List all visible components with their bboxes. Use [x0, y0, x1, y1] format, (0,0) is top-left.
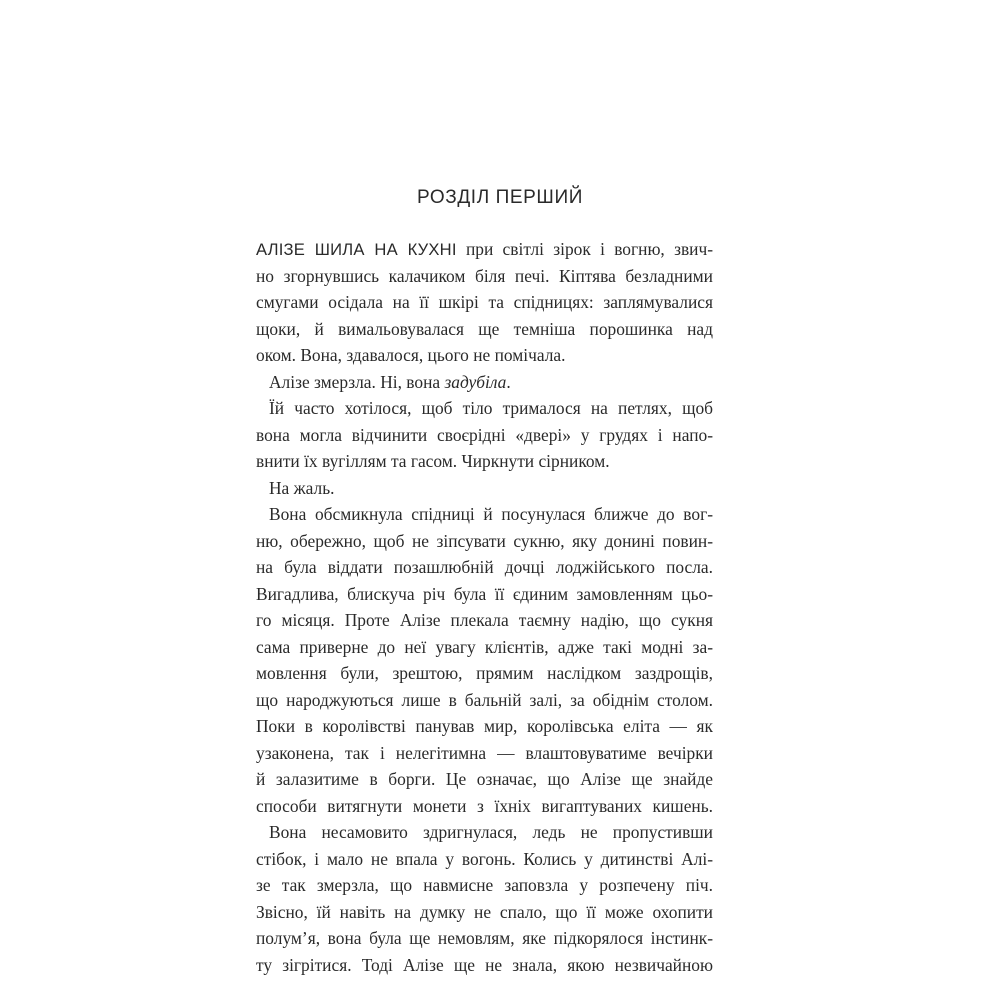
text-line-28: ту зігрітися. Тоді Алізе ще не знала, якою незвичайною: [256, 954, 713, 975]
text-line-25: зе так змерзла, що навмисне заповзла у розпечену піч.: [256, 875, 713, 895]
chapter-title: РОЗДІЛ ПЕРШИЙ: [417, 187, 583, 208]
text-line-20: узаконена, так і нелегітимна — влаштовуватиме вечірки: [256, 742, 713, 763]
text-line-15: го місяця. Проте Алізе плекала таємну надію, що сукня: [256, 610, 713, 630]
text-line-3: смугами осідала на її шкірі та спідницях: заплямувалися: [256, 292, 713, 312]
text-line-16: сама приверне до неї увагу клієнтів, адже такі модні за-: [256, 636, 713, 657]
text-line-12: ню, обережно, щоб не зіпсувати сукню, яку донині повин-: [256, 530, 713, 551]
body-text: [256, 236, 713, 978]
text-line-14: Вигадлива, блискуча річ була її єдиним замовленням цьо-: [256, 583, 713, 604]
text-line-23: Вона несамовито здригнулася, ледь не пропустивши: [269, 822, 713, 842]
text-line-22: способи витягнути монети з їхніх вигаптуваних кишень.: [256, 795, 713, 816]
text-line-11: Вона обсмикнула спідниці й посунулася ближче до вог-: [269, 504, 713, 524]
text-line-6-pre: Алізе змерзла. Ні, вона: [269, 371, 445, 392]
text-line-8: вона могла відчинити своєрідні «двері» у грудях і напо-: [256, 424, 713, 445]
text-line-7: Їй часто хотілося, щоб тіло трималося на петлях, щоб: [269, 398, 713, 418]
text-line-6: [256, 369, 713, 396]
text-line-19: Поки в королівстві панував мир, королівська еліта — як: [256, 716, 713, 736]
text-line-5: оком. Вона, здавалося, цього не помічала.: [256, 345, 566, 365]
text-line-21: й залазитиме в борги. Це означає, що Алізе ще знайде: [256, 769, 713, 789]
text-line-9: внити їх вугіллям та гасом. Чиркнути сірником.: [256, 451, 610, 471]
text-line-24: стібок, і мало не впала у вогонь. Колись у дитинстві Алі-: [256, 848, 713, 869]
italic-word: задубіла: [444, 371, 507, 392]
text-line-17: мовлення були, зрештою, прямим наслідком заздрощів,: [256, 663, 713, 683]
text-line-1: [256, 236, 713, 263]
text-line-26: Звісно, їй навіть на думку не спало, що її може охопити: [256, 901, 713, 922]
lead-in-caps: АЛІЗЕ ШИЛА НА КУХНІ: [256, 240, 457, 259]
text-line-4: щоки, й вимальовувалася ще темніша порошинка над: [256, 318, 713, 339]
text-line-27: полум’я, вона була ще немовлям, яке підкорялося інстинк-: [256, 928, 713, 948]
text-line-18: що народжуються лише в бальній залі, за обіднім столом.: [256, 689, 713, 710]
text-line-6-post: .: [506, 371, 511, 392]
text-line-10: На жаль.: [269, 477, 335, 498]
text-line-2: но згорнувшись калачиком біля печі. Кіптява безладними: [256, 265, 713, 286]
text-line-13: на була віддати позашлюбній дочці лоджійського посла.: [256, 557, 713, 577]
text-line-1-rest: при світлі зірок і вогню, звич-: [456, 239, 713, 259]
